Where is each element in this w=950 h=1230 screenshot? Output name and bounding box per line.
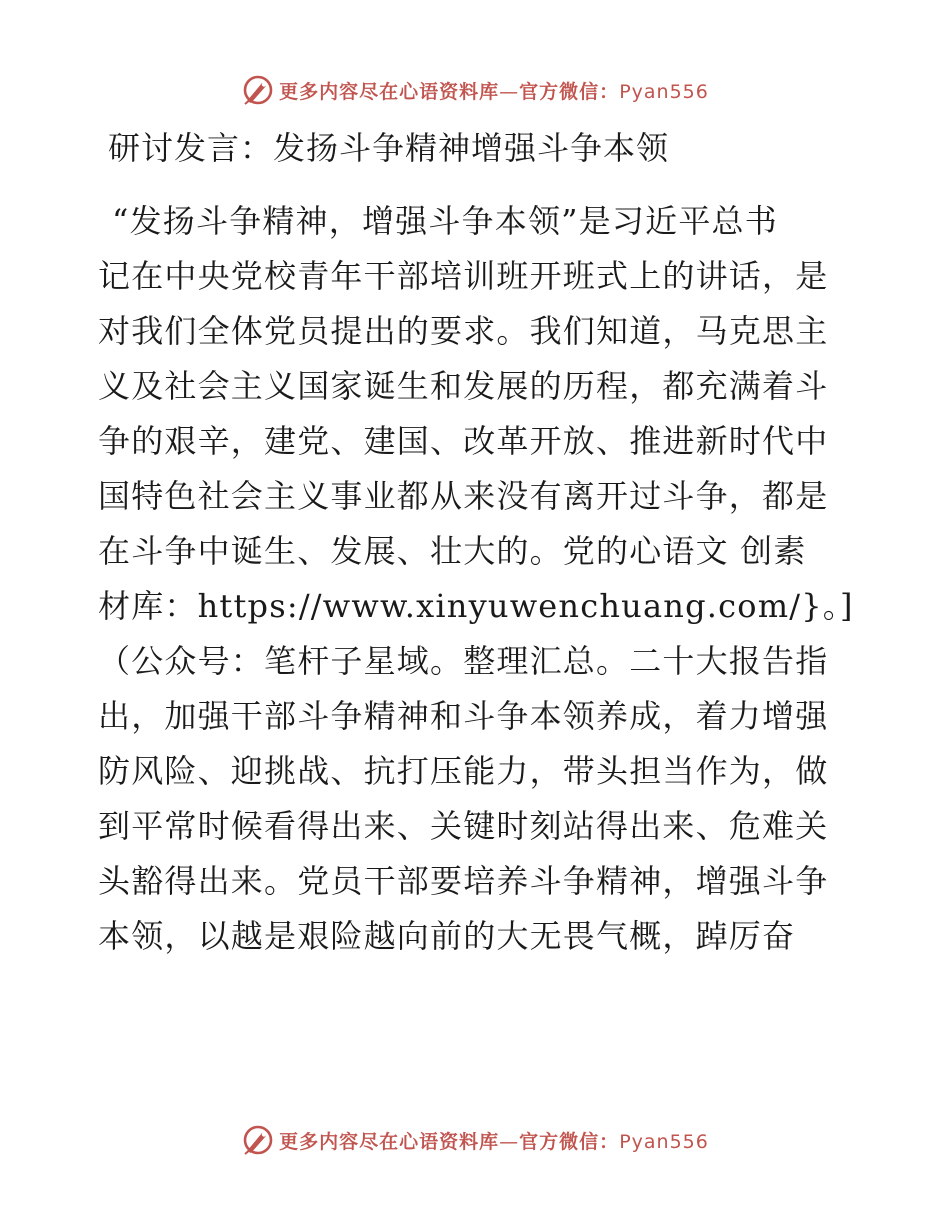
body-line: 材库：https://www.xinyuwenchuang.com/}。] — [98, 587, 854, 625]
pen-circle-logo-icon — [241, 1123, 275, 1157]
body-line: 记在中央党校青年干部培训班开班式上的讲话，是 — [98, 257, 829, 295]
footer-banner-text — [279, 1127, 709, 1154]
body-line: （公众号：笔杆子星域。整理汇总。二十大报告指 — [98, 642, 829, 680]
header-banner-text — [279, 77, 709, 104]
banner-site-name: 更多内容尽在心语资料库 — [279, 80, 500, 103]
document-body — [98, 194, 858, 964]
banner-site-name: 更多内容尽在心语资料库 — [279, 1130, 500, 1153]
body-line: 义及社会主义国家诞生和发展的历程，都充满着斗 — [98, 367, 829, 405]
document-title: 研讨发言：发扬斗争精神增强斗争本领 — [108, 129, 670, 167]
banner-wechat-id: Pyan556 — [619, 80, 709, 103]
body-line: 争的艰辛，建党、建国、改革开放、推进新时代中 — [98, 422, 829, 460]
body-line: 在斗争中诞生、发展、壮大的。党的心语文 创素 — [98, 532, 807, 570]
pen-circle-logo-icon — [241, 73, 275, 107]
banner-dash: — — [499, 1130, 520, 1153]
banner-dash: — — [499, 80, 520, 103]
body-line: 到平常时候看得出来、关键时刻站得出来、危难关 — [98, 807, 829, 845]
body-line: 防风险、迎挑战、抗打压能力，带头担当作为，做 — [98, 752, 829, 790]
body-line: 头豁得出来。党员干部要培养斗争精神，增强斗争 — [98, 862, 829, 900]
banner-official-label: 官方微信： — [519, 1130, 620, 1153]
banner-wechat-id: Pyan556 — [619, 1130, 709, 1153]
body-line: 国特色社会主义事业都从来没有离开过斗争，都是 — [98, 477, 829, 515]
banner-official-label: 官方微信： — [519, 80, 620, 103]
header-banner — [0, 70, 950, 110]
body-line: 对我们全体党员提出的要求。我们知道，马克思主 — [98, 312, 829, 350]
body-line: “发扬斗争精神，增强斗争本领”是习近平总书 — [112, 202, 778, 240]
body-line: 本领，以越是艰险越向前的大无畏气概，踔厉奋 — [98, 917, 796, 955]
body-line: 出，加强干部斗争精神和斗争本领养成，着力增强 — [98, 697, 829, 735]
footer-banner — [0, 1120, 950, 1160]
